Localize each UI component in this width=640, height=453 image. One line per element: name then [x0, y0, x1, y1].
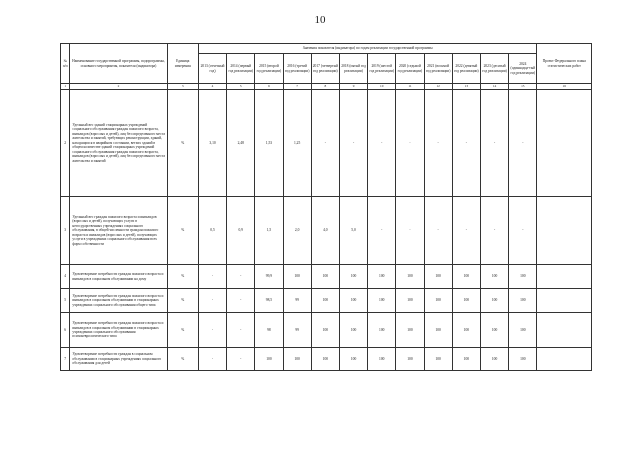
header-year: 2020 (седьмой год реализации) — [396, 54, 424, 84]
row-number: 4 — [61, 265, 70, 289]
header-year: 2017 (четвертый год реализации) — [311, 54, 339, 84]
value-cell: - — [396, 197, 424, 265]
value-cell: 100 — [396, 265, 424, 289]
column-number: 1 — [61, 84, 70, 90]
unit-cell: % — [167, 289, 198, 313]
table-row — [61, 313, 592, 348]
column-number: 6 — [255, 84, 283, 90]
table-row — [61, 348, 592, 371]
value-cell: - — [452, 90, 480, 197]
header-name: Наименование государственной программы, подпрограммы, основного мероприятия, показателя (индикатора) — [70, 44, 167, 84]
value-cell: - — [396, 90, 424, 197]
project-cell — [537, 348, 592, 371]
value-cell: 100 — [480, 313, 508, 348]
value-cell: 0,9 — [227, 197, 255, 265]
value-cell: 100 — [396, 348, 424, 371]
value-cell: 100 — [396, 313, 424, 348]
unit-cell: % — [167, 313, 198, 348]
project-cell — [537, 289, 592, 313]
value-cell: 1,25 — [283, 90, 311, 197]
value-cell: - — [509, 90, 537, 197]
value-cell: 100 — [311, 313, 339, 348]
header-year: 2013 (отчетный год) — [198, 54, 226, 84]
value-cell: - — [368, 197, 396, 265]
value-cell: 100 — [311, 289, 339, 313]
value-cell: - — [452, 197, 480, 265]
value-cell: 100 — [509, 289, 537, 313]
value-cell: 3,10 — [198, 90, 226, 197]
value-cell: 100 — [424, 348, 452, 371]
column-number: 3 — [167, 84, 198, 90]
value-cell: - — [339, 90, 367, 197]
header-year: 2024 (одиннадца-тый год реализации) — [509, 54, 537, 84]
value-cell: 100 — [368, 313, 396, 348]
value-cell: - — [424, 197, 452, 265]
column-number: 9 — [339, 84, 367, 90]
value-cell: 100 — [452, 348, 480, 371]
table-row — [61, 90, 592, 197]
value-cell: - — [509, 197, 537, 265]
row-number: 7 — [61, 348, 70, 371]
value-cell: 100 — [424, 313, 452, 348]
value-cell: 100 — [368, 265, 396, 289]
row-number: 2 — [61, 90, 70, 197]
column-number: 15 — [509, 84, 537, 90]
row-number: 5 — [61, 289, 70, 313]
value-cell: 100 — [424, 289, 452, 313]
table-row — [61, 265, 592, 289]
header-year: 2014 (первый год реализации) — [227, 54, 255, 84]
value-cell: 100 — [283, 265, 311, 289]
value-cell: 98 — [255, 313, 283, 348]
value-cell: 100 — [311, 265, 339, 289]
indicator-name: Удельный вес граждан пожилого возраста и инвалидов (взрослых и детей), получающих услуги в негосударственных учреждениях социального обслуживания, в общей численности граждан пожилого возраста и инвалидов (взрослых и детей), получающих услуги в учреждениях социального обслуживания всех форм собственности — [70, 197, 167, 265]
project-cell — [537, 197, 592, 265]
value-cell: 100 — [509, 313, 537, 348]
column-number: 14 — [480, 84, 508, 90]
value-cell: - — [227, 313, 255, 348]
value-cell: - — [198, 348, 226, 371]
value-cell: 100 — [452, 313, 480, 348]
column-number: 7 — [283, 84, 311, 90]
value-cell: 100 — [339, 313, 367, 348]
value-cell: 100 — [339, 289, 367, 313]
value-cell: 100 — [396, 289, 424, 313]
value-cell: 98,5 — [255, 289, 283, 313]
header-year: 2019 (шестой год реализации) — [368, 54, 396, 84]
column-number: 11 — [396, 84, 424, 90]
row-number: 3 — [61, 197, 70, 265]
value-cell: - — [480, 197, 508, 265]
value-cell: 1,5 — [255, 197, 283, 265]
header-year: 2018 (пятый год реализации) — [339, 54, 367, 84]
header-num: № п/п — [61, 44, 70, 84]
value-cell: 0,5 — [198, 197, 226, 265]
value-cell: 99,9 — [255, 265, 283, 289]
header-year: 2015 (второй год реализации) — [255, 54, 283, 84]
value-cell: - — [198, 265, 226, 289]
header-year: 2022 (девятый год реализации) — [452, 54, 480, 84]
header-year: 2023 (десятый год реализации) — [480, 54, 508, 84]
project-cell — [537, 90, 592, 197]
value-cell: 100 — [339, 265, 367, 289]
header-year: 2021 (восьмой год реализации) — [424, 54, 452, 84]
value-cell: 100 — [283, 348, 311, 371]
column-number: 16 — [537, 84, 592, 90]
value-cell: 2,0 — [283, 197, 311, 265]
indicators-table — [60, 43, 592, 371]
value-cell: 100 — [452, 289, 480, 313]
header-unit: Единица измерения — [167, 44, 198, 84]
table-row — [61, 197, 592, 265]
value-cell: 5,0 — [339, 197, 367, 265]
value-cell: 2,48 — [227, 90, 255, 197]
value-cell: 100 — [424, 265, 452, 289]
indicator-name: Удовлетворение потребности граждан пожилого возраста и инвалидов в социальном обслуживании на дому — [70, 265, 167, 289]
value-cell: - — [311, 90, 339, 197]
header-values-group: Значения показателя (индикатора) по годам реализации государственной программы — [198, 44, 537, 54]
value-cell: 100 — [509, 265, 537, 289]
indicator-name: Удовлетворение потребности граждан в социальном обслуживании в стационарных учреждениях социального обслуживания для детей — [70, 348, 167, 371]
page-number: 10 — [314, 14, 326, 26]
value-cell: 99 — [283, 313, 311, 348]
header-project: Проект Федерального плана статистических работ — [537, 44, 592, 84]
value-cell: - — [368, 90, 396, 197]
table-row — [61, 289, 592, 313]
unit-cell: % — [167, 90, 198, 197]
value-cell: - — [227, 348, 255, 371]
column-number: 12 — [424, 84, 452, 90]
value-cell: 100 — [368, 289, 396, 313]
value-cell: - — [227, 289, 255, 313]
indicator-name: Удельный вес зданий стационарных учреждений социального обслуживания граждан пожилого возраста, инвалидов (взрослых и детей), лиц без определенного места жительства и занятий, требующих реконструкции, зданий, находящихся в аварийном состоянии, ветхих зданий в общем количестве зданий стационарных учреждений социального обслуживания граждан пожилого возраста, инвалидов (взрослых и детей), лиц без определенного места жительства и занятий — [70, 90, 167, 197]
column-number: 10 — [368, 84, 396, 90]
column-number: 13 — [452, 84, 480, 90]
value-cell: - — [480, 90, 508, 197]
indicator-name: Удовлетворение потребности граждан пожилого возраста и инвалидов в социальном обслуживании в стационарных учреждениях социального обслуживания общего типа — [70, 289, 167, 313]
header-year: 2016 (третий год реализации) — [283, 54, 311, 84]
value-cell: 99 — [283, 289, 311, 313]
column-number: 5 — [227, 84, 255, 90]
value-cell: 100 — [255, 348, 283, 371]
unit-cell: % — [167, 265, 198, 289]
value-cell: - — [198, 289, 226, 313]
unit-cell: % — [167, 197, 198, 265]
value-cell: 100 — [480, 265, 508, 289]
value-cell: 100 — [368, 348, 396, 371]
value-cell: - — [198, 313, 226, 348]
value-cell: 100 — [339, 348, 367, 371]
project-cell — [537, 265, 592, 289]
column-number: 2 — [70, 84, 167, 90]
value-cell: 1,53 — [255, 90, 283, 197]
column-number: 8 — [311, 84, 339, 90]
row-number: 6 — [61, 313, 70, 348]
project-cell — [537, 313, 592, 348]
value-cell: 100 — [480, 289, 508, 313]
value-cell: 4,0 — [311, 197, 339, 265]
column-number: 4 — [198, 84, 226, 90]
value-cell: - — [227, 265, 255, 289]
value-cell: 100 — [480, 348, 508, 371]
value-cell: - — [424, 90, 452, 197]
unit-cell: % — [167, 348, 198, 371]
value-cell: 100 — [452, 265, 480, 289]
value-cell: 100 — [311, 348, 339, 371]
indicator-name: Удовлетворение потребности граждан пожилого возраста и инвалидов в социальном обслуживании в стационарных учреждениях социального обслуживания психоневрологического типа — [70, 313, 167, 348]
value-cell: 100 — [509, 348, 537, 371]
